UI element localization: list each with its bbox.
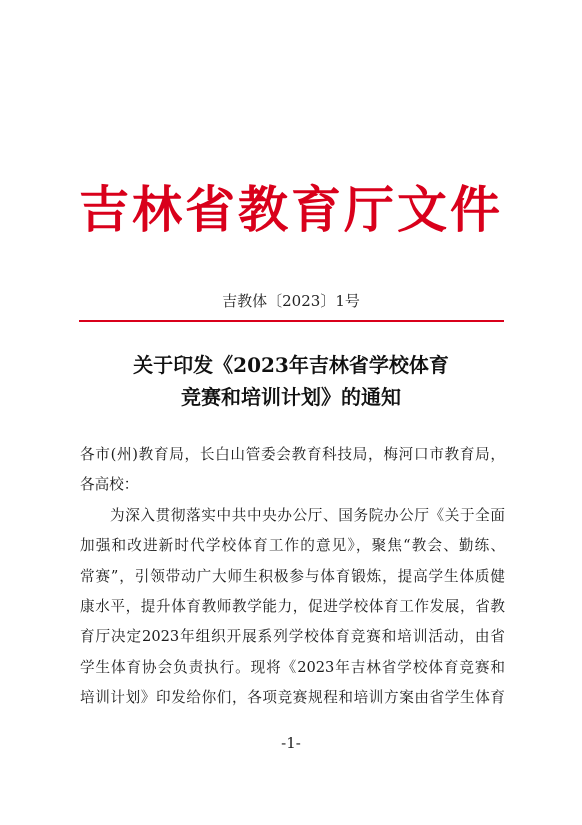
notice-body xyxy=(80,440,505,714)
paragraph-line: 学生体育协会负责执行。现将《2023年吉林省学校体育竞赛和 xyxy=(80,658,505,676)
paragraph-line: 加强和改进新时代学校体育工作的意见》，聚焦“教会、勤练、 xyxy=(80,537,505,555)
paragraph-line: 常赛”，引领带动广大师生积极参与体育锻炼，提高学生体质健 xyxy=(80,567,505,585)
paragraph-line: 为深入贯彻落实中共中央办公厅、国务院办公厅《关于全面 xyxy=(110,506,505,524)
notice-title xyxy=(0,349,582,413)
recipients-line-1: 各市(州)教育局，长白山管委会教育科技局，梅河口市教育局， xyxy=(80,446,505,463)
notice-title-line-1: 关于印发《2023年吉林省学校体育 xyxy=(133,353,449,377)
page-number: -1- xyxy=(281,734,301,752)
paragraph-line: 康水平，提升体育教师教学能力，促进学校体育工作发展，省教 xyxy=(80,597,505,615)
recipients-line-2: 各高校： xyxy=(80,476,139,494)
document-header-title: 吉林省教育厅文件 xyxy=(79,180,503,239)
paragraph-line: 育厅决定2023年组织开展系列学校体育竞赛和培训活动，由省 xyxy=(80,628,505,646)
red-divider-line xyxy=(79,320,504,322)
paragraph-line: 培训计划》印发给你们，各项竞赛规程和培训方案由省学生体育 xyxy=(80,689,505,707)
notice-title-line-2: 竞赛和培训计划》的通知 xyxy=(181,385,401,409)
document-number: 吉教体〔2023〕1号 xyxy=(222,292,360,310)
